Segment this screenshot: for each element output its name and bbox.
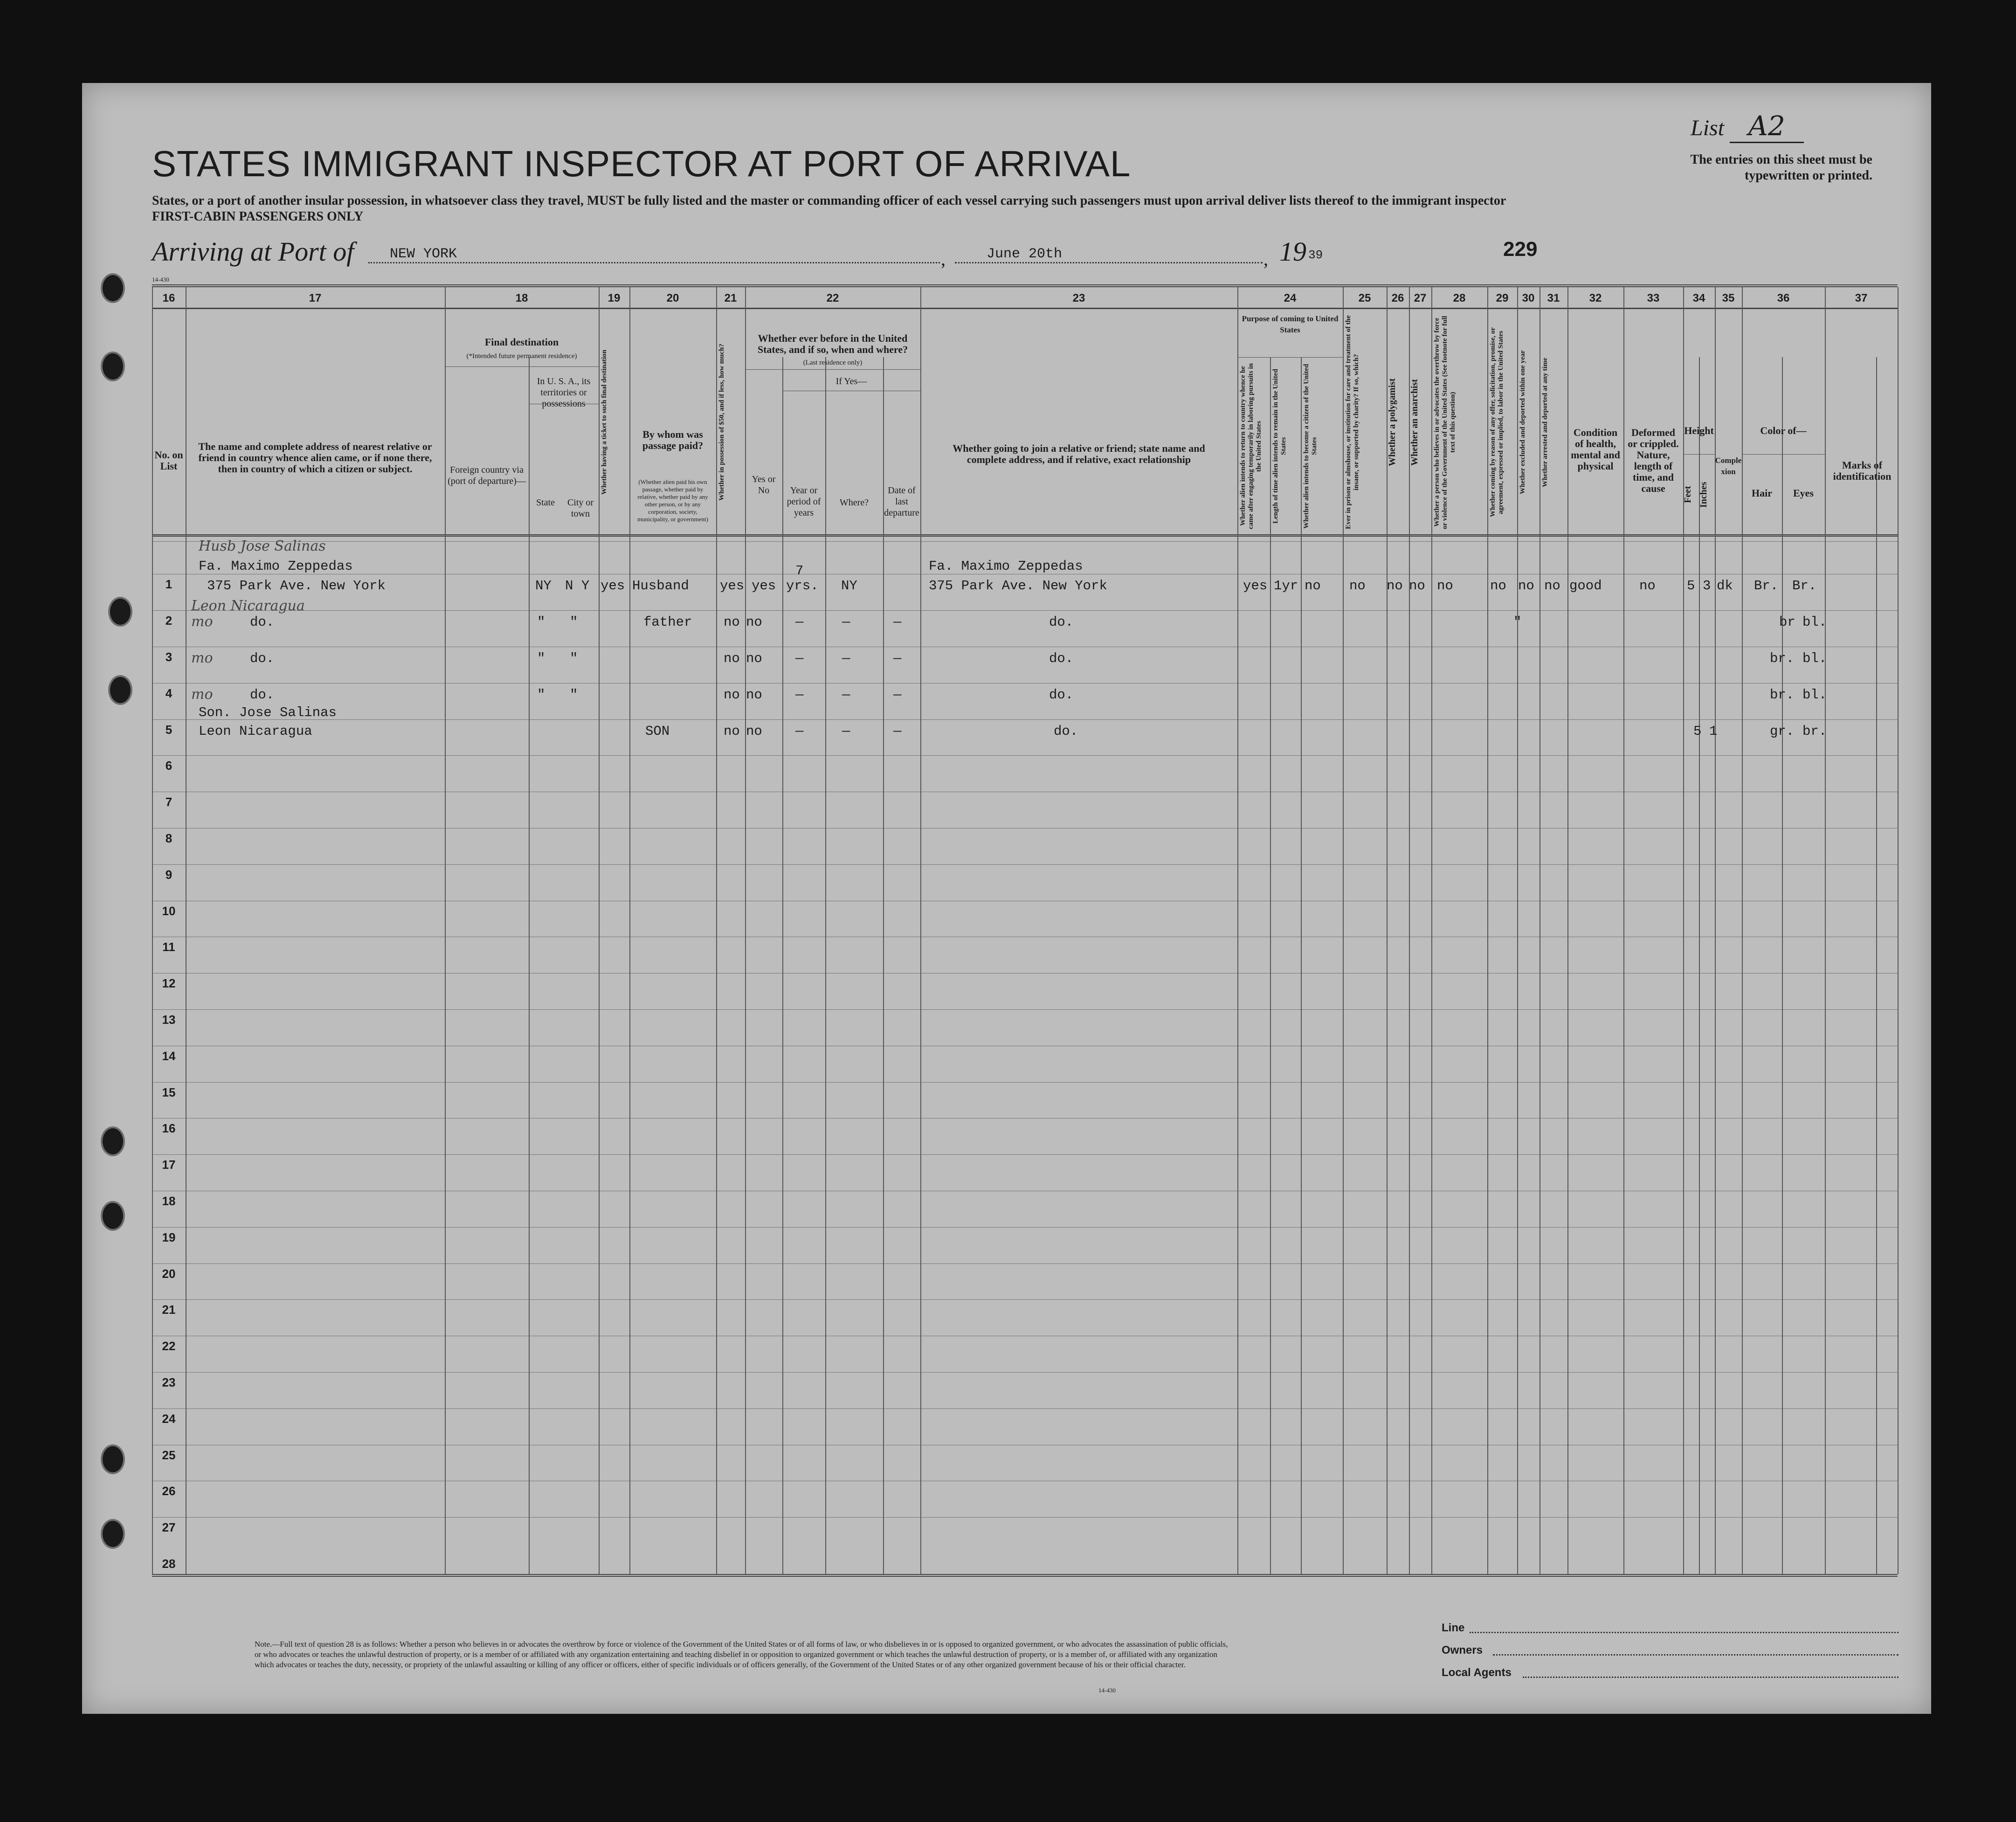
row-number: 14: [162, 1049, 176, 1063]
col-number: 34: [1692, 292, 1705, 304]
rule: [152, 534, 1898, 537]
eye-color: Br.: [1792, 578, 1817, 594]
hair-color: Br.: [1754, 578, 1779, 594]
polygamist: no: [1387, 578, 1403, 594]
rule: [152, 1082, 1898, 1083]
ticket: yes: [601, 578, 625, 594]
row-number: 2: [165, 614, 173, 628]
rule: [1742, 454, 1825, 455]
header-state: State: [536, 497, 555, 508]
hair-color: br: [1779, 614, 1795, 630]
header-ever-before: Whether ever before in the United States, and if so, when and where?: [757, 332, 908, 355]
ever-before: no: [746, 687, 762, 703]
instructions-line: FIRST-CABIN PASSENGERS ONLY: [152, 209, 364, 224]
ditto-mark: ": [537, 651, 545, 666]
rule: [1517, 287, 1518, 1574]
passage-paid-by: Husband: [632, 578, 689, 594]
citizen: no: [1305, 578, 1321, 594]
ditto-mark: ": [537, 614, 545, 630]
rule: [920, 287, 921, 1574]
dest-city: N Y: [565, 578, 590, 594]
header-no-on-list: No. on List: [154, 449, 183, 472]
rule: [1409, 287, 1410, 1574]
rule: [716, 287, 717, 1574]
row-number: 13: [162, 1013, 176, 1027]
col-number: 22: [826, 292, 839, 304]
row-number: 20: [162, 1267, 176, 1281]
rule: [1876, 357, 1877, 1574]
rule: [825, 357, 826, 1574]
header-ever-before-sub: (Last residence only): [803, 359, 863, 366]
header-health: Condition of health, mental and physical: [1571, 427, 1620, 472]
arrival-date: June 20th: [987, 246, 1063, 262]
header-city: City or town: [567, 497, 594, 519]
anarchist: no: [1409, 578, 1425, 594]
ditto-mark: ": [570, 651, 578, 666]
rule: [152, 1009, 1898, 1010]
relative-address: Leon Nicaragua: [199, 724, 312, 739]
port-line: [368, 262, 940, 263]
header-foreign-country: Foreign country via (port of departure)—: [448, 465, 526, 486]
row-number: 7: [165, 795, 173, 809]
col-number: 24: [1284, 292, 1297, 304]
col-number: 32: [1589, 292, 1602, 304]
col-number: 21: [724, 292, 737, 304]
rule: [1487, 287, 1488, 1574]
rule: [152, 1299, 1898, 1300]
list-label: List: [1691, 116, 1725, 140]
header-purpose: Purpose of coming to United States: [1242, 314, 1339, 334]
rule: [529, 357, 530, 1574]
binder-hole: [108, 675, 132, 705]
handwritten-mo: mo: [191, 614, 213, 630]
rule: [152, 610, 1898, 611]
binder-hole: [101, 1126, 125, 1156]
rule: [629, 287, 630, 1574]
comma: ,: [1263, 248, 1268, 269]
list-value: A2: [1730, 110, 1804, 143]
header-going-to-join: Whether going to join a relative or friend; state name and complete address, and if relative, exact relationship: [953, 442, 1205, 465]
row-number: 3: [165, 650, 173, 664]
row-number: 18: [162, 1194, 176, 1208]
row-number: 27: [162, 1520, 176, 1534]
rule: [152, 1154, 1898, 1155]
rule: [1782, 357, 1783, 1574]
rule: [1343, 287, 1344, 1574]
col-number: 16: [162, 292, 175, 304]
header-deformed: Deformed or crippled. Nature, length of time, and cause: [1628, 427, 1679, 494]
purpose: yes: [1243, 578, 1268, 594]
owners-field: [1493, 1654, 1899, 1656]
comma: ,: [941, 248, 946, 269]
join-name: do.: [1049, 651, 1074, 666]
rule: [152, 308, 1898, 309]
col-number: 20: [666, 292, 679, 304]
rule: [1237, 287, 1238, 1574]
rule: [152, 1517, 1898, 1518]
col-number: 35: [1722, 292, 1735, 304]
form-number-top: 14-430: [152, 276, 169, 283]
binder-hole: [101, 352, 125, 381]
header-labor-offer: Whether coming by reason of any offer, solicitation, promise, or agreement, expressed or implied, to labor in the United States: [1489, 327, 1505, 518]
rule: [152, 864, 1898, 865]
row-number: 5: [165, 723, 173, 737]
ditto-mark: ": [1513, 614, 1522, 630]
deformed: no: [1639, 578, 1656, 594]
rule: [745, 369, 920, 370]
row-number: 28: [162, 1557, 176, 1571]
money-50: no: [724, 687, 740, 703]
eye-color: bl.: [1802, 687, 1827, 703]
instructions-line: States, or a port of another insular possession, in whatsoever class they travel, MUST be fully listed and the master or commanding officer of each vessel carrying such passengers must upon arrival deliver lists thereof to the immigrant inspector: [152, 193, 1506, 208]
labor-offer: no: [1490, 578, 1506, 594]
ditto-mark: ": [537, 687, 545, 703]
line-field: [1470, 1632, 1899, 1633]
money-50: no: [724, 614, 740, 630]
ditto-mark: ": [570, 687, 578, 703]
form-instructions: [152, 193, 1737, 225]
header-year: Year or period of years: [787, 485, 821, 518]
col-number: 23: [1072, 292, 1085, 304]
local-agents-label: Local Agents: [1442, 1666, 1512, 1679]
row-number: 6: [165, 759, 173, 773]
ever-before: no: [746, 651, 762, 666]
dash: —: [795, 724, 804, 739]
row-number: 11: [162, 940, 175, 954]
header-final-destination: Final destination: [484, 336, 559, 348]
header-passage-paid: By whom was passage paid?: [642, 428, 704, 451]
dash: —: [795, 687, 804, 703]
col-number: 31: [1547, 292, 1560, 304]
join-name: Fa. Maximo Zeppedas: [929, 559, 1083, 574]
row-number: 17: [162, 1158, 176, 1172]
relative-name: do.: [250, 687, 275, 703]
row-number: 16: [162, 1121, 176, 1135]
binder-hole: [101, 1201, 125, 1231]
rule: [152, 1263, 1898, 1264]
header-in-usa: In U. S. A., its territories or possessions: [537, 376, 591, 409]
ever-before: no: [746, 614, 762, 630]
row-number: 23: [162, 1375, 176, 1389]
header-marks: Marks of identification: [1833, 459, 1892, 482]
header-if-yes: If Yes—: [835, 376, 867, 386]
row-number: 12: [162, 976, 176, 990]
prison: no: [1349, 578, 1366, 594]
rule: [1431, 287, 1432, 1574]
typewritten-note: The entries on this sheet must be typewritten or printed.: [1690, 152, 1872, 183]
dash: —: [893, 651, 902, 666]
dash: —: [842, 614, 850, 630]
join-name: do.: [1054, 724, 1078, 739]
col-number: 30: [1522, 292, 1535, 304]
length-of-stay: 1yr: [1274, 578, 1298, 594]
height-feet: 5: [1687, 578, 1695, 594]
col-number: 18: [515, 292, 528, 304]
years: 7: [795, 563, 804, 579]
dash: —: [842, 651, 850, 666]
excluded: no: [1518, 578, 1534, 594]
years-unit: yrs.: [786, 578, 819, 594]
header-eyes: Eyes: [1793, 487, 1814, 499]
binder-hole: [101, 1519, 125, 1549]
rule: [152, 1227, 1898, 1228]
join-address: 375 Park Ave. New York: [929, 578, 1107, 594]
dash: —: [893, 724, 902, 739]
footnote: Note.—Full text of question 28 is as follows: Whether a person who believes in or advocates the overthrow by force or violence of the Government of the United States or of all forms of law, or who disbelieves in or is opposed to organized government, or who advocates the assassination of public officials, or who advocates or teaches the unlawful destruction of property, or is a member of or affiliated with any organization entertaining and teaching disbelief in or opposition to organized government or which teaches the unlawful destruction of property, or is a member of, or affiliated with any organization which advocates or teaches the duty, necessity, or propriety of the unlawful assaulting or killing of any officer or officers, either of specific individuals or of officers generally, of the Government of the United States or of any other organized government because of his or their official character.: [255, 1640, 1228, 1669]
dash: —: [842, 724, 850, 739]
passage-paid-by: SON: [645, 724, 670, 739]
row-number: 24: [162, 1412, 176, 1426]
money-50: yes: [720, 578, 745, 594]
rule: [152, 541, 1898, 542]
health: good: [1569, 578, 1602, 594]
binder-hole: [108, 597, 132, 627]
ever-before: yes: [752, 578, 776, 594]
header-anarchist: Whether an anarchist: [1409, 379, 1420, 466]
complexion: dk: [1717, 578, 1733, 594]
col-number: 29: [1496, 292, 1509, 304]
header-nearest-relative: The name and complete address of nearest relative or friend in country whence alien came, or if none there, then in country of which a citizen or subject.: [198, 441, 432, 475]
rule: [445, 366, 599, 367]
header-complexion: Complexion: [1715, 456, 1742, 476]
rule: [152, 1372, 1898, 1373]
header-height: Height: [1684, 425, 1714, 436]
binder-hole: [101, 273, 125, 303]
handwritten-residence: Leon Nicaragua: [191, 598, 305, 614]
header-date-departure: Date of last departure: [884, 485, 919, 518]
handwritten-name: Husb Jose Salinas: [199, 538, 326, 554]
where: NY: [841, 578, 857, 594]
col-number: 25: [1358, 292, 1371, 304]
row-number: 8: [165, 831, 173, 845]
form-number-bottom: 14-430: [1098, 1687, 1116, 1694]
rule: [1301, 357, 1302, 1574]
row-number: 25: [162, 1448, 176, 1462]
relative-name: do.: [250, 614, 275, 630]
rule: [1825, 287, 1826, 1574]
row-number: 15: [162, 1085, 176, 1099]
height-inches: 3: [1703, 578, 1711, 594]
rule: [1567, 287, 1568, 1574]
header-arrested: Whether arrested and deported at any time: [1541, 358, 1549, 487]
dash: —: [842, 687, 850, 703]
row-number: 22: [162, 1339, 176, 1353]
header-inches: Inches: [1698, 482, 1709, 508]
rule: [152, 1408, 1898, 1409]
col-number: 36: [1777, 292, 1790, 304]
rule: [1270, 357, 1271, 1574]
height-inches: 1: [1709, 724, 1718, 739]
col-number: 17: [309, 292, 322, 304]
relative-name: Son. Jose Salinas: [199, 705, 337, 720]
rule: [1898, 287, 1899, 1574]
height-feet: 5: [1693, 724, 1702, 739]
year-suffix: 39: [1308, 248, 1323, 262]
rule: [445, 287, 446, 1574]
line-label: Line: [1442, 1622, 1465, 1634]
relative-address: 375 Park Ave. New York: [207, 578, 386, 594]
rule: [152, 719, 1898, 720]
dash: —: [893, 614, 902, 630]
col-number: 28: [1453, 292, 1466, 304]
rule: [883, 357, 884, 1574]
manifest-table: [152, 284, 1898, 1577]
row-number: 1: [165, 577, 173, 591]
dash: —: [893, 687, 902, 703]
rule: [782, 357, 783, 1574]
rule: [1683, 454, 1715, 455]
header-length: Length of time alien intends to remain in the United States: [1272, 369, 1287, 524]
ever-before: no: [746, 724, 762, 739]
row-number: 4: [165, 686, 173, 700]
passage-paid-by: father: [643, 614, 692, 630]
manifest-sheet: [82, 83, 1931, 1714]
col-number: 33: [1647, 292, 1660, 304]
list-number: [1691, 110, 1804, 142]
eye-color: bl.: [1802, 614, 1827, 630]
header-prison: Ever in prison or almshouse, or institution for care and treatment of the insane, or supported by charity? If so, which?: [1345, 315, 1360, 530]
handwritten-mo: mo: [191, 686, 213, 703]
header-feet: Feet: [1683, 486, 1693, 504]
header-polygamist: Whether a polygamist: [1387, 378, 1397, 467]
col-number: 26: [1391, 292, 1404, 304]
relative-name: Fa. Maximo Zeppedas: [199, 559, 353, 574]
overthrow: no: [1437, 578, 1453, 594]
dest-state: NY: [535, 578, 552, 594]
header-final-destination-sub: (*Intended future permanent residence): [466, 352, 577, 360]
hair-color: br.: [1770, 687, 1795, 703]
row-number: 9: [165, 868, 173, 882]
col-number: 27: [1414, 292, 1427, 304]
eye-color: br.: [1802, 724, 1827, 739]
deported: no: [1544, 578, 1560, 594]
rule: [1715, 287, 1716, 1574]
rule: [1742, 287, 1743, 1574]
hair-color: gr.: [1770, 724, 1795, 739]
money-50: no: [724, 651, 740, 666]
rule: [599, 287, 600, 1574]
relative-name: do.: [250, 651, 275, 666]
header-hair: Hair: [1752, 487, 1772, 499]
arriving-label: Arriving at Port of: [152, 236, 354, 267]
join-name: do.: [1049, 614, 1074, 630]
col-number: 37: [1855, 292, 1868, 304]
dash: —: [795, 614, 804, 630]
rule: [1237, 357, 1343, 358]
col-number: 19: [608, 292, 621, 304]
rule: [1699, 357, 1700, 1574]
row-number: 26: [162, 1484, 176, 1498]
header-overthrow: Whether a person who believes in or advocates the overthrow by force or violence of the Government of the United States (See footnote for full text of this question): [1433, 316, 1457, 529]
year-prefix: 19: [1279, 236, 1306, 267]
local-agents-field: [1523, 1677, 1899, 1678]
header-citizen: Whether alien intends to become a citizen of the United States: [1303, 364, 1318, 529]
eye-color: bl.: [1802, 651, 1827, 666]
row-number: 19: [162, 1230, 176, 1244]
port-value: NEW YORK: [390, 246, 457, 262]
header-where: Where?: [839, 497, 869, 508]
row-number: 10: [162, 904, 176, 918]
join-name: do.: [1049, 687, 1074, 703]
ditto-mark: ": [570, 614, 578, 630]
header-yes-no: Yes or No: [752, 474, 776, 496]
form-title: STATES IMMIGRANT INSPECTOR AT PORT OF ARRIVAL: [152, 143, 1131, 184]
dash: —: [795, 651, 804, 666]
header-passage-paid-sub: (Whether alien paid his own passage, whether paid by relative, whether paid by any other person, or by any corporation, society, municipality, or government): [637, 478, 708, 523]
rule: [152, 755, 1898, 756]
rule: [1387, 287, 1388, 1574]
header-excluded: Whether excluded and deported within one year: [1519, 350, 1526, 495]
row-number: 21: [162, 1303, 176, 1317]
header-return: Whether alien intends to return to country whence he came after engaging temporarily in laboring pursuits in the United States: [1239, 363, 1263, 529]
binder-hole: [101, 1444, 125, 1474]
page-number: 229: [1503, 238, 1538, 261]
owners-label: Owners: [1442, 1644, 1483, 1656]
handwritten-mo: mo: [191, 650, 213, 666]
header-ticket: Whether having a ticket to such final destination: [601, 350, 608, 495]
header-color: Color of—: [1760, 425, 1807, 436]
rule: [1623, 287, 1624, 1574]
money-50: no: [724, 724, 740, 739]
hair-color: br.: [1770, 651, 1795, 666]
date-line: [955, 262, 1263, 263]
header-fifty-dollars: Whether in possession of $50, and if less, how much?: [718, 344, 725, 501]
